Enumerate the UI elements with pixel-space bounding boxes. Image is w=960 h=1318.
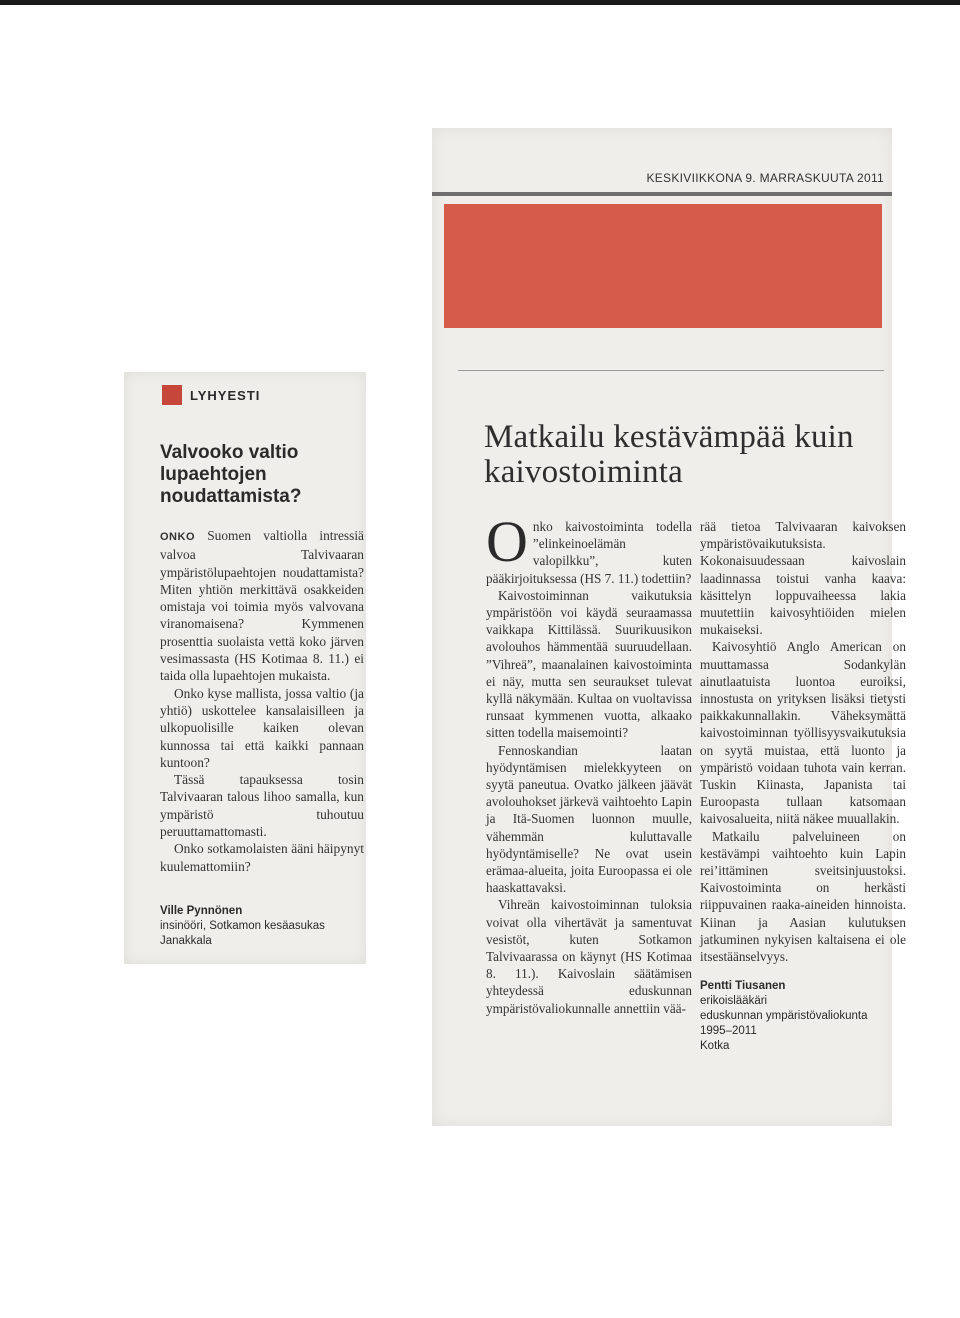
letter-body	[160, 527, 364, 875]
letter-clipping-left	[124, 372, 366, 964]
letter-headline: Valvooko valtio lupaehtojen noudattamista?	[160, 442, 302, 507]
red-header-band	[444, 204, 882, 328]
letter-paragraph: Onko kyse mallista, jossa valtio (ja yhtiö) uskottelee kansalaisilleen ja ulkopuolisille kaiken olevan kunnossa tai että kaikki pannaan kuntoon?	[160, 685, 364, 770]
letter-clipping-right	[432, 128, 906, 1126]
author-name: Pentti Tiusanen	[700, 980, 786, 993]
author-name: Ville Pynnönen	[160, 905, 243, 917]
article-paragraph: rää tietoa Talvivaaran kaivoksen ympäristövaikutuksista. Kokonaisuudessaan kaivoslain laadinnassa toistui vanha kaava: käsittelyn loppuvaiheessa lakia muutettiin kaivosyhtiöiden mielen mukaiseksi.	[700, 519, 906, 638]
article-paragraph: Kaivosyhtiö Anglo American on muuttamassa Sodankylän ainutlaatuista luontoa euroiksi, innostusta on yrityksen lisäksi tietysti paikkakunnallakin. Väheksymättä kaivostoiminnan työllisyysvaikutuksia on syytä muistaa, että luonto ja ympäristö voidaan tuhota vain kerran. Tuskin Kiinasta, Japanista tai Euroopasta tullaan katsomaan kaivosalueita, niitä näkee muuallakin.	[700, 639, 906, 827]
drop-cap: O	[486, 509, 528, 574]
divider-rule	[458, 370, 884, 371]
lead-in-word: ONKO	[160, 531, 195, 543]
article-headline: Matkailu kestävämpää kuin kaivostoiminta	[484, 419, 854, 490]
dateline: KESKIVIIKKONA 9. MARRASKUUTA 2011	[646, 171, 884, 185]
article-column-1	[486, 509, 692, 1017]
article-signature	[700, 979, 906, 1054]
section-marker-icon	[162, 385, 182, 405]
article-paragraph: Fennoskandian laatan hyödyntämisen mielekkyyteen on syytä paneutua. Ovatko jälkeen jäävät avolouhokset järkevä vaihtoehto Lapin ja Itä-Suomen luonnon muulle, vähemmän kuluttavalle hyödyntämiselle? Ne ovat usein erämaa-alueita, joita Euroopassa ei ole haaskattavaksi.	[486, 742, 692, 896]
author-line: Kotka	[700, 1040, 730, 1053]
author-line: erikoislääkäri	[700, 995, 768, 1008]
article-paragraph: Matkailu palveluineen on kestävämpi vaihtoehto kuin Lapin rei’ittäminen sveitsinjuustoksi. Kaivostoiminta on herkästi riippuvainen raaka-aineiden hinnoista. Kiinan ja Aasian kulutuksen jatkuminen nykyisen kaltaisena ei ole itsestäänselvyys.	[700, 828, 906, 965]
letter-paragraph: Tässä tapauksessa tosin Talvivaaran talous lihoo samalla, kun ympäristö tuhoutuu peruuttamattomasti.	[160, 772, 364, 840]
scan-top-edge	[0, 0, 960, 5]
letter-signature	[160, 904, 364, 949]
article-column-2	[700, 518, 906, 1054]
author-title: insinööri, Sotkamon kesäasukas	[160, 920, 325, 932]
section-label: LYHYESTI	[190, 387, 261, 403]
author-line: 1995–2011	[700, 1025, 757, 1038]
letter-paragraph: ONKO Suomen valtiolla intressiä valvoa Talvivaaran ympäristölupaehtojen noudattamista? Miten yhtiön merkittävä osakkeiden omistaja voi toimia myös valvovana viranomaisena? Kymmenen prosenttia suolaista vettä koko järven vesimassasta (HS Kotimaa 8. 11.) ei taida olla lupaehtojen mukaista.	[160, 528, 364, 684]
author-place: Janakkala	[160, 935, 212, 947]
article-paragraph: Kaivostoiminnan vaikutuksia ympäristöön voi käydä seuraamassa vaikkapa Kittilässä. Suurikuusikon avolouhos hämmentää suuruudellaan. ”Vihreä”, maanalainen kaivostoiminta ei näy, mutta sen seuraukset tulevat kyllä näkymään. Kultaa on vuoltavissa runsaat kymmenen vuotta, alkaako sitten todella maisemointi?	[486, 587, 692, 741]
dateline-rule	[432, 192, 892, 196]
article-paragraph: Onko kaivostoiminta todella ”elinkeinoelämän valopilkku”, kuten pääkirjoituksessa (HS 7. 11.) todettiin?	[486, 509, 692, 586]
article-paragraph: Vihreän kaivostoiminnan tuloksia voivat olla vihertävät ja samentuvat vesistöt, kuten Sotkamon Talvivaarassa on käynyt (HS Kotimaa 8. 11.). Kaivoslain säätämisen yhteydessä eduskunnan ympäristövaliokunnalle annettiin vää-	[486, 897, 692, 1016]
letter-paragraph: Onko sotkamolaisten ääni häipynyt kuulemattomiin?	[160, 841, 364, 874]
author-line: eduskunnan ympäristövaliokunta	[700, 1010, 868, 1023]
section-header	[162, 385, 260, 405]
